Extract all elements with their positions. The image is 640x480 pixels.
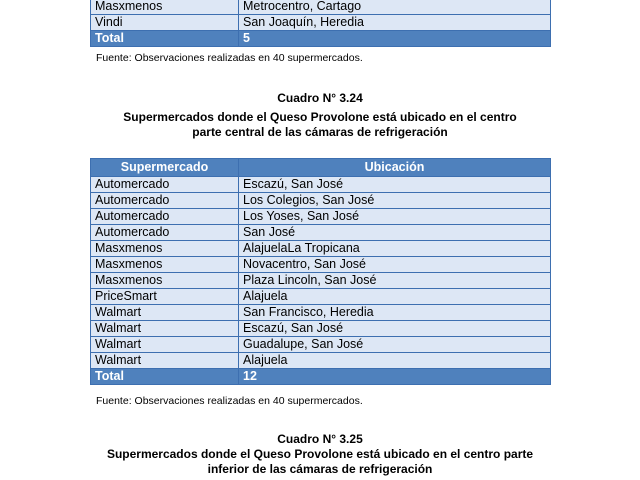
cell-supermercado: Vindi [91,15,239,31]
table-row [91,177,551,193]
table-324 [90,158,551,385]
cell-ubicacion: San José [239,225,551,241]
table-row [91,273,551,289]
cell-supermercado: Masxmenos [91,273,239,289]
cell-supermercado: Masxmenos [91,257,239,273]
total-label: Total [91,31,239,47]
cell-ubicacion: Novacentro, San José [239,257,551,273]
table-row [91,289,551,305]
cell-ubicacion: Alajuela [239,289,551,305]
cell-ubicacion: San Francisco, Heredia [239,305,551,321]
cell-supermercado: Walmart [91,337,239,353]
cell-ubicacion: Alajuela [239,353,551,369]
cell-ubicacion: Metrocentro, Cartago [239,0,551,15]
cell-supermercado: Walmart [91,353,239,369]
cell-supermercado: Masxmenos [91,0,239,15]
table-324-title-line2: parte central de las cámaras de refrigeración [192,125,448,139]
table-324-title-line1: Supermercados donde el Queso Provolone está ubicado en el centro [123,110,517,124]
table-324-number: Cuadro N° 3.24 [277,91,363,105]
total-value: 5 [239,31,551,47]
cell-supermercado: Automercado [91,193,239,209]
table-325-caption [0,432,640,477]
table-row [91,15,551,31]
table-top [90,0,551,47]
table-row [91,353,551,369]
cell-ubicacion: Los Yoses, San José [239,209,551,225]
table-324-header-row [91,159,551,177]
table-324-source: Fuente: Observaciones realizadas en 40 supermercados. [96,395,363,407]
table-top-source: Fuente: Observaciones realizadas en 40 supermercados. [96,52,363,64]
cell-ubicacion: Escazú, San José [239,177,551,193]
total-label: Total [91,369,239,385]
cell-ubicacion: Los Colegios, San José [239,193,551,209]
cell-supermercado: Automercado [91,177,239,193]
cell-supermercado: PriceSmart [91,289,239,305]
table-row [91,209,551,225]
table-row [91,0,551,15]
table-top-body [91,0,551,47]
table-row [91,321,551,337]
column-header-ubicacion: Ubicación [239,159,551,177]
cell-ubicacion: Guadalupe, San José [239,337,551,353]
cell-supermercado: Automercado [91,209,239,225]
cell-ubicacion: San Joaquín, Heredia [239,15,551,31]
table-row [91,257,551,273]
table-row [91,241,551,257]
table-row [91,225,551,241]
cell-ubicacion: Escazú, San José [239,321,551,337]
table-row [91,337,551,353]
cell-supermercado: Walmart [91,321,239,337]
table-324-body [91,177,551,385]
column-header-supermercado: Supermercado [91,159,239,177]
cell-supermercado: Automercado [91,225,239,241]
total-row [91,369,551,385]
table-row [91,305,551,321]
table-325-title-line2: inferior de las cámaras de refrigeración [207,462,433,476]
table-324-caption [0,91,640,140]
table-325-number: Cuadro N° 3.25 [277,432,363,446]
total-row [91,31,551,47]
cell-supermercado: Walmart [91,305,239,321]
table-row [91,193,551,209]
table-325-title-line1: Supermercados donde el Queso Provolone está ubicado en el centro parte [106,447,534,461]
cell-supermercado: Masxmenos [91,241,239,257]
total-value: 12 [239,369,551,385]
cell-ubicacion: AlajuelaLa Tropicana [239,241,551,257]
cell-ubicacion: Plaza Lincoln, San José [239,273,551,289]
